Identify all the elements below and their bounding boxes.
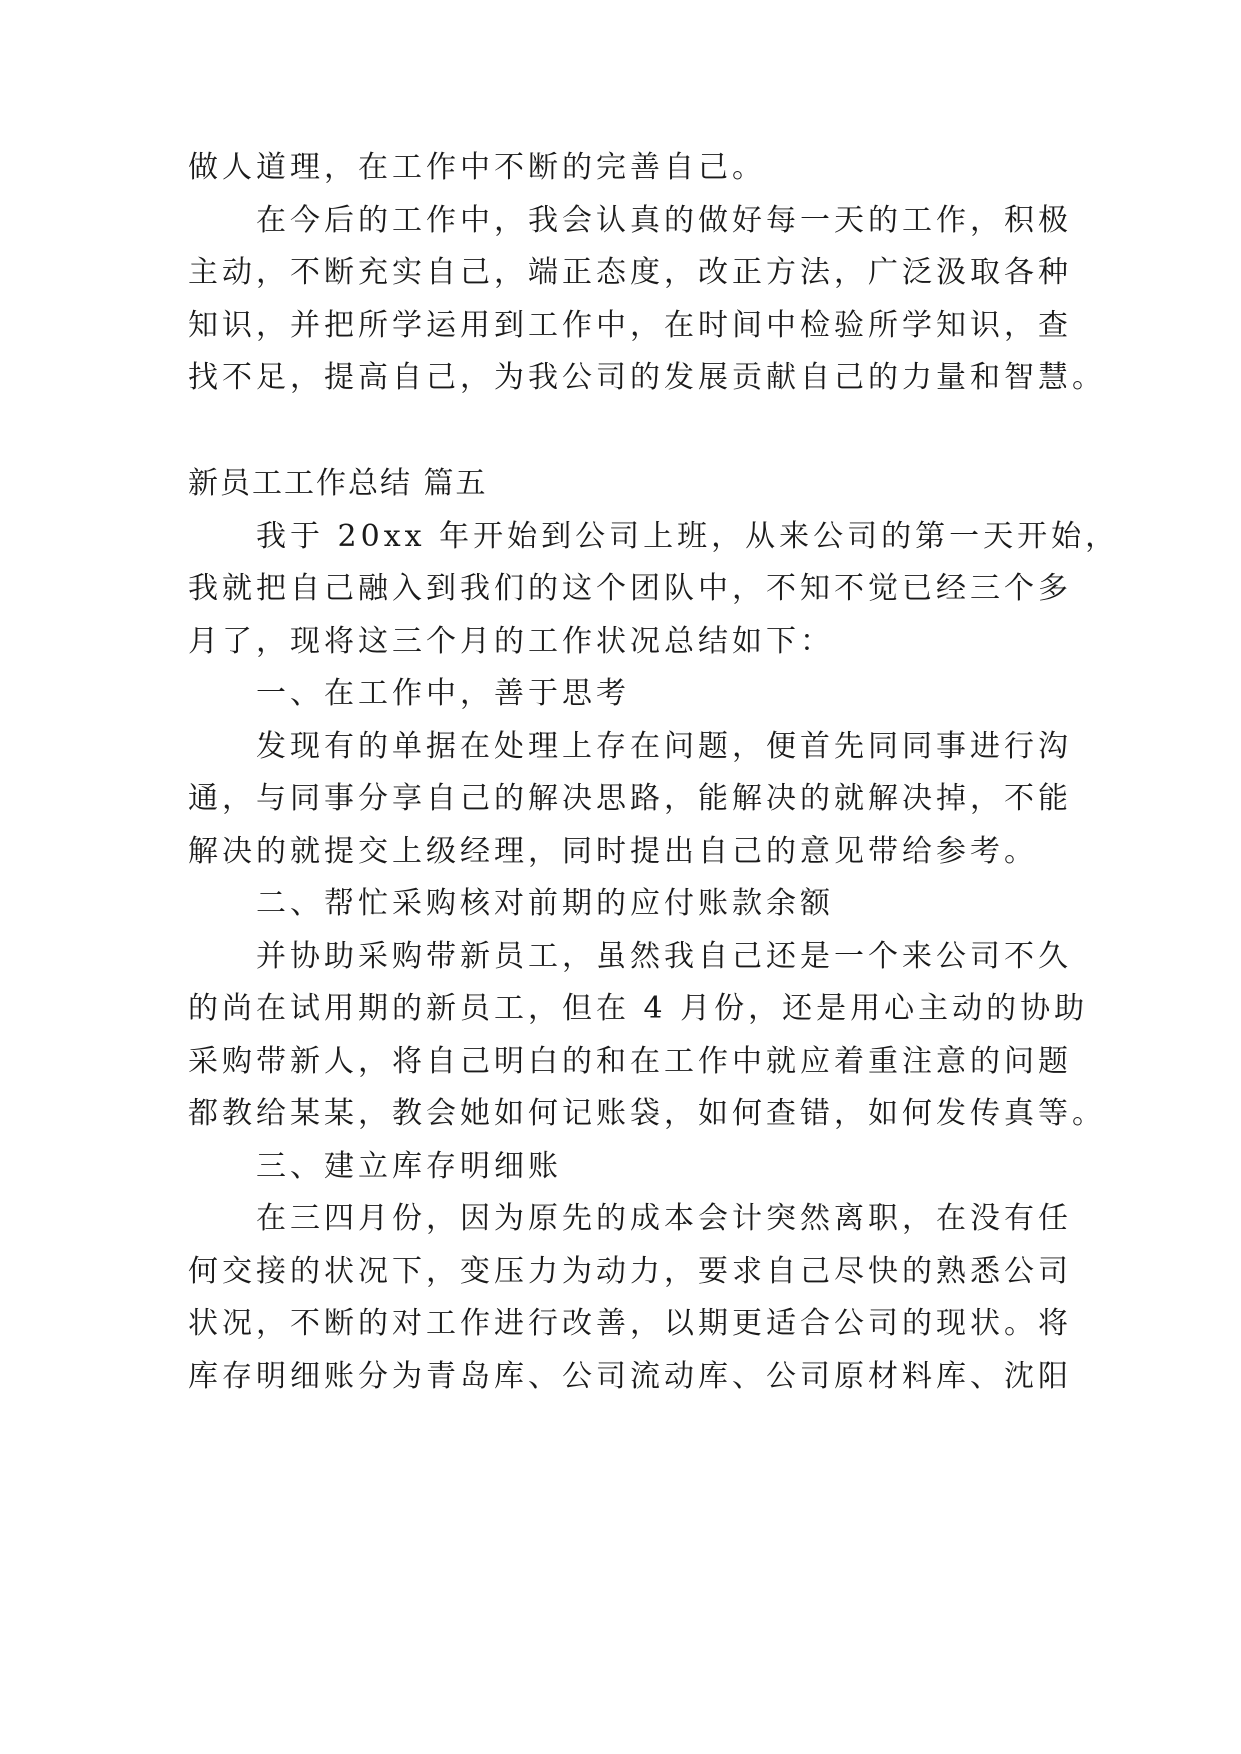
paragraph-line: 主动，不断充实自己，端正态度，改正方法，广泛汲取各种 bbox=[188, 255, 1072, 290]
paragraph-line: 并协助采购带新员工，虽然我自己还是一个来公司不久 bbox=[256, 939, 1072, 974]
paragraph-line: 我于 20xx 年开始到公司上班，从来公司的第一天开始， bbox=[256, 519, 1120, 554]
paragraph-line: 找不足，提高自己，为我公司的发展贡献自己的力量和智慧。 bbox=[188, 360, 1106, 395]
paragraph-line: 库存明细账分为青岛库、公司流动库、公司原材料库、沈阳 bbox=[188, 1359, 1072, 1394]
paragraph-line: 采购带新人，将自己明白的和在工作中就应着重注意的问题 bbox=[188, 1044, 1072, 1079]
paragraph-line: 在今后的工作中，我会认真的做好每一天的工作，积极 bbox=[256, 203, 1072, 238]
item-heading: 一、在工作中，善于思考 bbox=[256, 676, 630, 711]
paragraph-line: 何交接的状况下，变压力为动力，要求自己尽快的熟悉公司 bbox=[188, 1254, 1072, 1289]
paragraph-line: 解决的就提交上级经理，同时提出自己的意见带给参考。 bbox=[188, 834, 1038, 869]
item-heading: 三、建立库存明细账 bbox=[256, 1149, 562, 1184]
paragraph-line: 知识，并把所学运用到工作中，在时间中检验所学知识，查 bbox=[188, 308, 1072, 343]
paragraph-line: 状况，不断的对工作进行改善，以期更适合公司的现状。将 bbox=[188, 1306, 1072, 1341]
paragraph-line: 做人道理，在工作中不断的完善自己。 bbox=[188, 150, 766, 185]
section-title: 新员工工作总结 篇五 bbox=[188, 466, 488, 501]
paragraph-line: 通，与同事分享自己的解决思路，能解决的就解决掉，不能 bbox=[188, 781, 1072, 816]
paragraph-line: 发现有的单据在处理上存在问题，便首先同同事进行沟 bbox=[256, 729, 1072, 764]
paragraph-line: 都教给某某，教会她如何记账袋，如何查错，如何发传真等。 bbox=[188, 1096, 1106, 1131]
item-heading: 二、帮忙采购核对前期的应付账款余额 bbox=[256, 886, 834, 921]
paragraph-line: 月了，现将这三个月的工作状况总结如下： bbox=[188, 624, 834, 659]
paragraph-line: 的尚在试用期的新员工，但在 4 月份，还是用心主动的协助 bbox=[188, 991, 1089, 1026]
paragraph-line: 我就把自己融入到我们的这个团队中，不知不觉已经三个多 bbox=[188, 571, 1072, 606]
paragraph-line: 在三四月份，因为原先的成本会计突然离职，在没有任 bbox=[256, 1201, 1072, 1236]
